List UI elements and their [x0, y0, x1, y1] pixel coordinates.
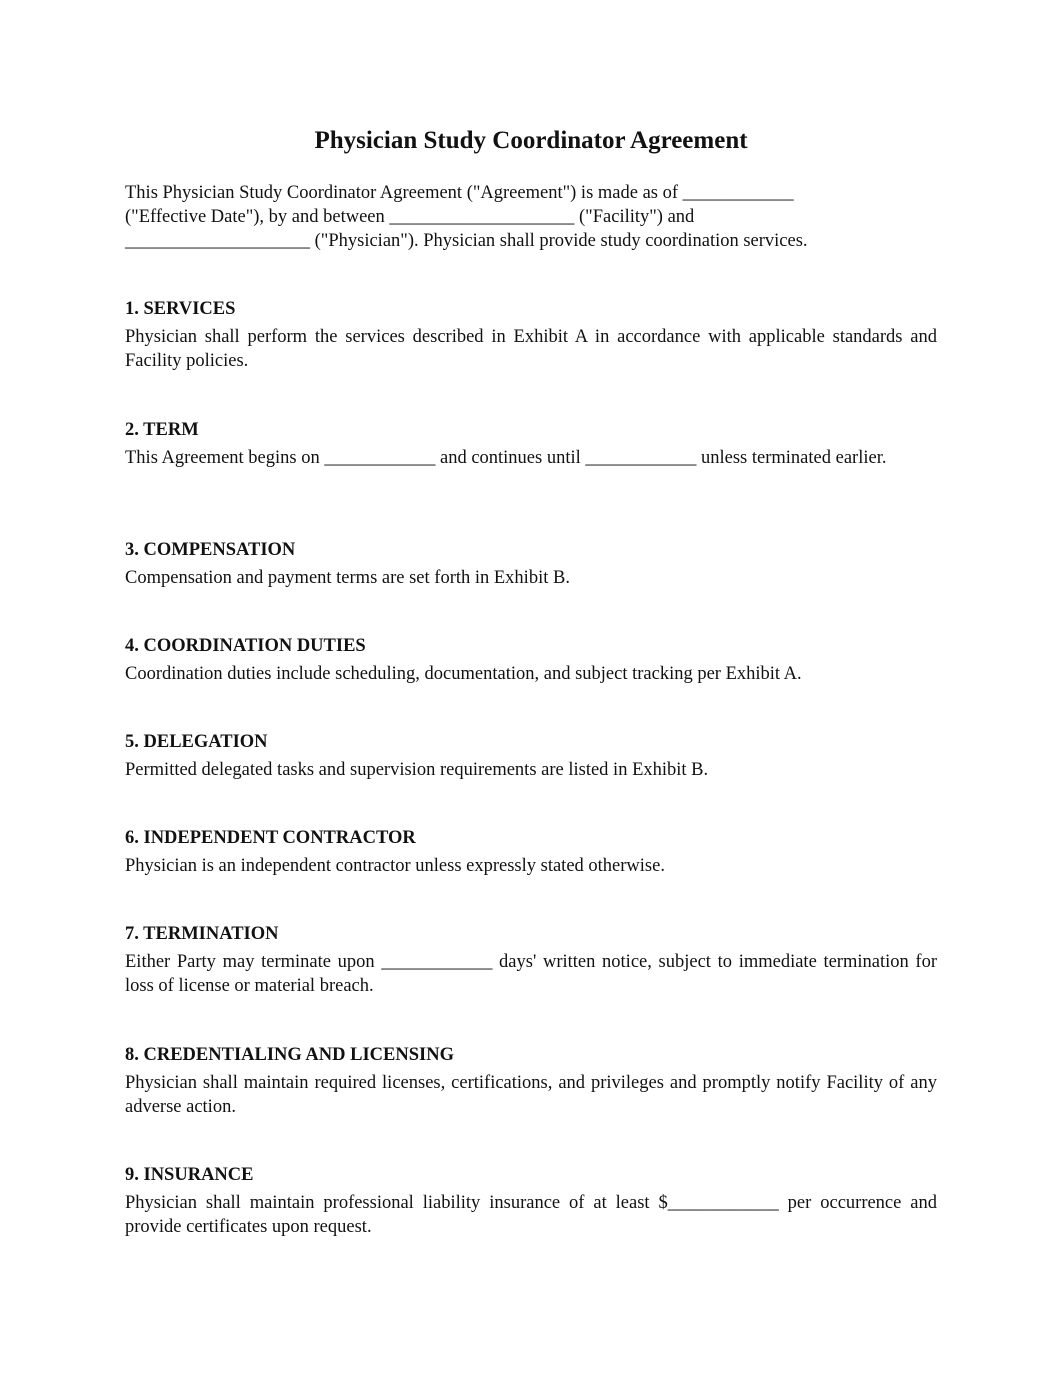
section-text: Compensation and payment terms are set forth in Exhibit B.	[125, 568, 570, 588]
document-title: Physician Study Coordinator Agreement	[314, 127, 748, 154]
section-heading: 2. TERM	[125, 420, 199, 440]
intro-paragraph	[125, 181, 945, 253]
section-text: Physician shall maintain required licenses, certifications, and privileges and promptly notify Facility of any adverse action.	[125, 1073, 937, 1117]
section-heading: 5. DELEGATION	[125, 732, 268, 752]
section-heading: 7. TERMINATION	[125, 924, 279, 944]
section-insurance	[125, 1163, 937, 1239]
section-credentialing-licensing	[125, 1043, 937, 1119]
section-text: Physician shall perform the services described in Exhibit A in accordance with applicable standards and Facility policies.	[125, 327, 937, 371]
section-text: Physician is an independent contractor unless expressly stated otherwise.	[125, 856, 665, 876]
section-heading: 6. INDEPENDENT CONTRACTOR	[125, 828, 416, 848]
intro-line: This Physician Study Coordinator Agreement ("Agreement") is made as of ____________	[125, 183, 794, 203]
section-services	[125, 297, 937, 373]
section-heading: 8. CREDENTIALING AND LICENSING	[125, 1045, 454, 1065]
section-heading: 1. SERVICES	[125, 299, 236, 319]
section-term	[125, 418, 937, 470]
section-text: Either Party may terminate upon ____________ days' written notice, subject to immediate termination for loss of license or material breach.	[125, 952, 937, 996]
section-heading: 9. INSURANCE	[125, 1165, 254, 1185]
section-text: Physician shall maintain professional liability insurance of at least $____________ per occurrence and provide certificates upon request.	[125, 1193, 937, 1237]
section-independent-contractor	[125, 826, 937, 878]
section-text: Coordination duties include scheduling, documentation, and subject tracking per Exhibit A.	[125, 664, 802, 684]
section-delegation	[125, 730, 937, 782]
section-heading: 3. COMPENSATION	[125, 540, 296, 560]
section-compensation	[125, 538, 937, 590]
section-coordination-duties	[125, 634, 937, 686]
intro-line: ("Effective Date"), by and between ____________________ ("Facility") and	[125, 207, 695, 227]
section-text: This Agreement begins on ____________ and continues until ____________ unless terminated earlier.	[125, 448, 887, 468]
section-text: Permitted delegated tasks and supervision requirements are listed in Exhibit B.	[125, 760, 709, 780]
section-termination	[125, 922, 937, 998]
intro-line: ____________________ ("Physician"). Physician shall provide study coordination services.	[125, 231, 808, 251]
section-heading: 4. COORDINATION DUTIES	[125, 636, 366, 656]
